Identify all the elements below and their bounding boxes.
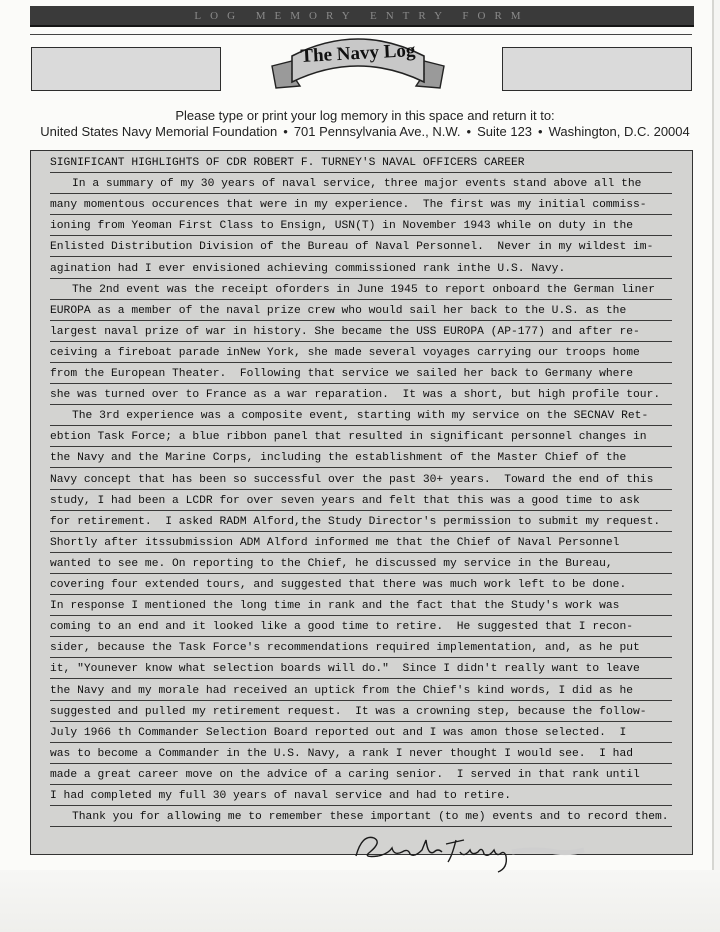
memory-line-text: was to become a Commander in the U.S. Navy, a rank I never thought I would see. I had <box>50 747 634 760</box>
memory-line-text: she was turned over to France as a war reparation. It was a short, but high profile tour. <box>50 389 661 402</box>
address-suite: Suite 123 <box>477 124 533 139</box>
ruled-line <box>50 404 672 405</box>
logo-text: The Navy Log <box>299 40 416 68</box>
memory-line-text: agination had I ever envisioned achieving commissioned rank inthe U.S. Navy. <box>50 262 566 275</box>
memory-title-text: SIGNIFICANT HIGHLIGHTS OF CDR ROBERT F. TURNEY'S NAVAL OFFICERS CAREER <box>50 157 525 169</box>
form-header-bar <box>30 6 694 27</box>
ruled-line <box>50 235 672 236</box>
memory-line-text: EUROPA as a member of the naval prize crew who would sail her back to the U.S. as the <box>50 304 627 317</box>
memory-line-text: Enlisted Distribution Division of the Bureau of Naval Personnel. Never in my wildest im- <box>50 241 654 254</box>
memory-line-text: suggested and pulled my retirement request. It was a crowning step, because the follow- <box>50 705 647 718</box>
ruled-line <box>50 341 672 342</box>
ruled-line <box>50 489 672 490</box>
ruled-line <box>50 278 672 279</box>
ruled-line <box>50 805 672 806</box>
memory-line-text: The 2nd event was the receipt oforders in June 1945 to report onboard the German liner <box>72 283 656 296</box>
memory-line-text: coming to an end and it looked like a good time to retire. He suggested that I recon- <box>50 621 634 634</box>
ruled-line <box>50 700 672 701</box>
memory-line-text: wanted to see me. On reporting to the Chief, he discussed my service in the Bureau, <box>50 557 613 570</box>
memory-line-text: it, "Younever know what selection boards will do." Since I didn't really want to leave <box>50 663 640 676</box>
ruled-line <box>50 467 672 468</box>
left-entry-box <box>31 47 221 91</box>
return-address: United States Navy Memorial Foundation • 701 Pennsylvania Ave., N.W. • Suite 123 • Washington, D.C. 20004 <box>40 124 690 139</box>
memory-line-text: ceiving a fireboat parade inNew York, she made several voyages carrying our troops home <box>50 346 640 359</box>
ruled-line <box>50 552 672 553</box>
address-org: United States Navy Memorial Foundation <box>40 124 278 139</box>
ruled-line <box>50 446 672 447</box>
ruled-line <box>50 193 672 194</box>
memory-line-text: the Navy and the Marine Corps, including the establishment of the Master Chief of the <box>50 452 627 465</box>
ruled-line <box>50 721 672 722</box>
address-city: Washington, D.C. 20004 <box>548 124 690 139</box>
ruled-line <box>50 320 672 321</box>
ruled-line <box>50 636 672 637</box>
memory-line-text: covering four extended tours, and suggested that there was much work left to be done. <box>50 579 627 591</box>
navy-log-logo <box>268 26 448 102</box>
form-header-title: LOG MEMORY ENTRY FORM <box>194 10 530 22</box>
ruled-line <box>50 214 672 215</box>
memory-line-text: Navy concept that has been so successful over the past 30+ years. Toward the end of this <box>50 473 654 486</box>
memory-line-text: many momentous occurences that were in my experience. The first was my initial commiss- <box>50 199 647 212</box>
ruled-line <box>50 362 672 363</box>
return-instructions: Please type or print your log memory in this space and return it to: <box>175 108 555 123</box>
right-entry-box <box>502 47 692 91</box>
signature <box>348 826 598 874</box>
memory-line-text: Shortly after itssubmission ADM Alford informed me that the Chief of Naval Personnel <box>50 536 620 549</box>
memory-line-text: I had completed my full 30 years of naval service and had to retire. <box>50 790 511 802</box>
ruled-line <box>50 383 672 384</box>
ruled-line <box>50 299 672 300</box>
memory-line-text: The 3rd experience was a composite event, starting with my service on the SECNAV Ret- <box>72 410 649 423</box>
page-bottom-margin <box>0 870 720 932</box>
memory-line-text: for retirement. I asked RADM Alford,the Study Director's permission to submit my request. <box>50 515 661 528</box>
ruled-line <box>50 425 672 426</box>
ruled-line <box>50 531 672 532</box>
memory-line-text: ioning from Yeoman First Class to Ensign, USN(T) in November 1943 while on duty in the <box>50 220 634 233</box>
memory-line-text: sider, because the Task Force's recommendations required implementation, and, as he put <box>50 642 640 655</box>
memory-line-text: In response I mentioned the long time in rank and the fact that the Study's work was <box>50 600 620 613</box>
ruled-line <box>50 256 672 257</box>
ruled-line <box>50 763 672 764</box>
memory-line-text: made a great career move on the advice of a caring senior. I served in that rank until <box>50 768 640 781</box>
memory-line-text: study, I had been a LCDR for over seven years and felt that this was a good time to ask <box>50 494 640 507</box>
memory-line-text: from the European Theater. Following that service we sailed her back to Germany where <box>50 368 634 380</box>
memory-line-text: In a summary of my 30 years of naval service, three major events stand above all the <box>72 178 642 191</box>
memory-line-text: July 1966 th Commander Selection Board reported out and I was amon those selected. I <box>50 726 627 739</box>
ruled-line <box>50 594 672 595</box>
memory-line-text: ebtion Task Force; a blue ribbon panel that resulted in significant personnel changes in <box>50 431 647 444</box>
ruled-line <box>50 678 672 679</box>
ruled-line <box>50 784 672 785</box>
ruled-line <box>50 615 672 616</box>
ruled-line <box>50 573 672 574</box>
ruled-line <box>50 742 672 743</box>
memory-line-text: Thank you for allowing me to remember these important (to me) events and to record them. <box>72 811 669 824</box>
ruled-line <box>50 510 672 511</box>
ruled-line <box>50 172 672 173</box>
address-street: 701 Pennsylvania Ave., N.W. <box>293 124 461 139</box>
memory-line-text: the Navy and my morale had received an uptick from the Chief's kind words, I did as he <box>50 684 634 697</box>
ruled-line <box>50 657 672 658</box>
memory-line-text: largest naval prize of war in history. She became the USS EUROPA (AP-177) and after re- <box>50 325 640 338</box>
